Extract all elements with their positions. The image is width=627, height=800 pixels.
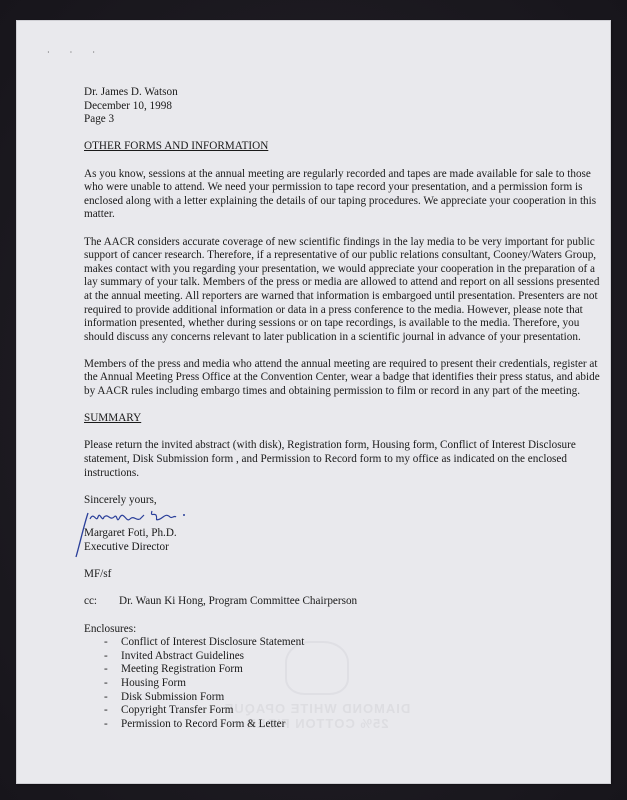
paragraph-press-credentials: Members of the press and media who attend the annual meeting are required to present their credentials, register at the Annual Meeting Press Office at the Convention Center, wear a badge that identifies their press status, and abide by AACR rules including embargo times and obtaining permission to film or record in any part of the meeting. <box>84 357 600 398</box>
signer-name: Margaret Foti, Ph.D. <box>84 527 177 540</box>
enclosure-item: - Disk Submission Form <box>104 690 225 703</box>
watermark-line: DIAMOND WHITE OPAQUE <box>223 701 411 716</box>
scan-specks: · · · <box>47 48 104 57</box>
cc-recipient: Dr. Waun Ki Hong, Program Committee Chairperson <box>119 595 358 608</box>
enclosure-item: - Meeting Registration Form <box>104 663 243 676</box>
enclosures-list <box>84 636 604 731</box>
signature-block <box>84 527 604 554</box>
page-number: Page 3 <box>84 113 115 126</box>
enclosures-label: Enclosures: <box>84 622 137 635</box>
signer-title: Executive Director <box>84 541 169 553</box>
recipient-name: Dr. James D. Watson <box>84 86 178 98</box>
handwritten-signature <box>70 505 200 565</box>
letter-page <box>17 21 610 783</box>
watermark-line: 25% COTTON FIBER <box>245 716 389 731</box>
enclosure-item: - Permission to Record Form & Letter <box>104 717 286 730</box>
letter-body <box>84 86 604 731</box>
enclosure-item: - Copyright Transfer Form <box>104 704 234 717</box>
enclosure-item: - Conflict of Interest Disclosure Statement <box>104 636 305 649</box>
cc-line <box>84 595 604 609</box>
letter-date: December 10, 1998 <box>84 99 172 112</box>
page-header <box>84 86 604 127</box>
enclosure-item: - Housing Form <box>104 676 186 689</box>
enclosure-item: - Invited Abstract Guidelines <box>104 649 245 662</box>
closing: Sincerely yours, <box>84 493 157 506</box>
cc-label: cc: <box>84 595 98 608</box>
section-heading-other-forms: OTHER FORMS AND INFORMATION <box>84 140 269 153</box>
section-heading-summary: SUMMARY <box>84 412 142 425</box>
paragraph-taping: As you know, sessions at the annual meeting are regularly recorded and tapes are made available for sale to those who were unable to attend. We need your permission to tape record your presentation, and a permission form is enclosed along with a letter explaining the details of our taping procedures. We appreciate your cooperation in this matter. <box>84 167 597 221</box>
typist-initials: MF/sf <box>84 568 112 581</box>
paragraph-media-coverage: The AACR considers accurate coverage of new scientific findings in the lay media to be very important for public support of cancer research. Therefore, if a representative of our public relations consultant, Cooney/Waters Group, makes contact with you regarding your presentation, we would appreciate your cooperation in the preparation of a lay summary of your talk. Members of the press or media are allowed to attend and report on all sessions presented at the annual meeting. All reporters are warned that information is embargoed until presentation. Presenters are not required to provide additional information or data in a press conference to the media. However, please note that information presented, whether during sessions or on tape recordings, is available to the media. Therefore, you should discuss any concerns relevant to later publication in a scientific journal in advance of your presentation. <box>84 235 600 343</box>
paragraph-summary: Please return the invited abstract (with disk), Registration form, Housing form, Conflict of Interest Disclosure statement, Disk Submission form , and Permission to Record form to my office as indicated on the enclosed instructions. <box>84 439 576 479</box>
